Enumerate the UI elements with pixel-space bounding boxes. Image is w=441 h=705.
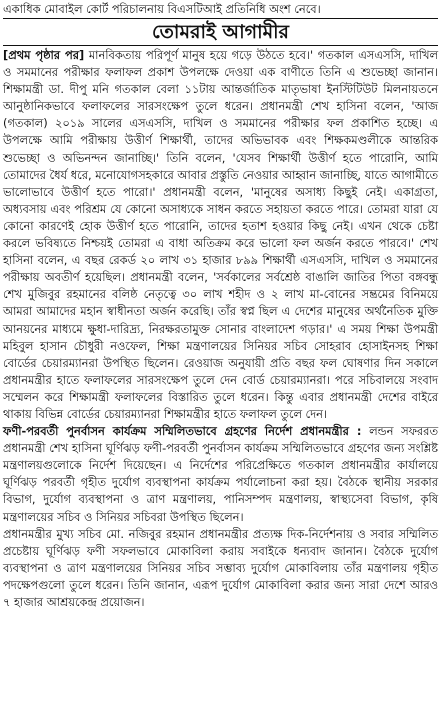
- article-headline: তোমরাই আগামীর: [151, 21, 290, 43]
- paragraph-1-text: মানবিকতায় পরিপূর্ণ মানুষ হয়ে গড়ে উঠতে হবে।' গতকাল এসএসসি, দাখিল ও সমমানের পরীক্ষার ফলাফল প্রকাশ উপলক্ষে দেওয়া এক বাণীতে তিনি এ শুভেচ্ছা জানান। শিক্ষামন্ত্রী ডা. দীপু মনি গতকাল বেলা ১১টায় আন্তর্জাতিক মাতৃভাষা ইনস্টিটিউট মিলনায়তনে আনুষ্ঠানিকভাবে ফলাফলের সারসংক্ষেপ তুলে ধরেন। প্রধানমন্ত্রী শেখ হাসিনা বলেন, 'আজ (গতকাল) ২০১৯ সালের এসএসসি, দাখিল ও সমমানের পরীক্ষার ফল প্রকাশিত হচ্ছে। এ উপলক্ষে আমি পরীক্ষায় উত্তীর্ণ শিক্ষার্থী, তাদের অভিভাবক এবং শিক্ষকমণ্ডলীকে আন্তরিক শুভেচ্ছা ও অভিনন্দন জানাচ্ছি।' তিনি বলেন, 'যেসব শিক্ষার্থী উত্তীর্ণ হতে পারোনি, আমি তোমাদের ধৈর্য ধরে, মনোযোগসহকারে আবার প্রস্তুতি নেওয়ার আহ্বান জানাচ্ছি, যাতে আগামীতে ভালোভাবে উত্তীর্ণ হতে পারো।' প্রধানমন্ত্রী বলেন, 'মানুষের অসাধ্য কিছুই নেই। একাগ্রতা, অধ্যবসায় এবং পরিশ্রম যে কোনো অসাধ্যকে সাধন করতে সহায়তা করতে পারে। তোমরা যারা যে কোনো কারণেই হোক উত্তীর্ণ হতে পারোনি, তাদের হতাশ হওয়ার কিছু নেই। এখন থেকে চেষ্টা করলে ভবিষ্যতে নিশ্চয়ই তোমরা এ বাধা অতিক্রম করে ভালো ফল অর্জন করতে পারবে।' শেখ হাসিনা বলেন, এ বছর রেকর্ড ২০ লাখ ৩১ হাজার ৮৯৯ শিক্ষার্থী এসএসসি, দাখিল ও সমমানের পরীক্ষায় অবতীর্ণ হয়েছিল। প্রধানমন্ত্রী বলেন, 'সর্বকালের সর্বশ্রেষ্ঠ বাঙালি জাতির পিতা বঙ্গবন্ধু শেখ মুজিবুর রহমানের বলিষ্ঠ নেতৃত্বে ৩০ লাখ শহীদ ও ২ লাখ মা-বোনের সম্ভ্রমের বিনিময়ে আমরা আমাদের মহান স্বাধীনতা অর্জন করেছি। তাঁর স্বপ্ন ছিল এ দেশের মানুষের অর্থনৈতিক মুক্তি আনয়নের মাধ্যমে ক্ষুধা-দারিদ্র্য, নিরক্ষরতামুক্ত সোনার বাংলাদেশ গড়ার।' এ সময় শিক্ষা উপমন্ত্রী মহিবুল হাসান চৌধুরী নওফেল, শিক্ষা মন্ত্রণালয়ের সিনিয়র সচিব সোহরাব হোসাইনসহ শিক্ষা বোর্ডের চেয়ারম্যানরা উপস্থিত ছিলেন। রেওয়াজ অনুযায়ী প্রতি বছর ফল ঘোষণার দিন সকালে প্রধানমন্ত্রীর হাতে ফলাফলের সারসংক্ষেপ তুলে দেন বোর্ড চেয়ারম্যানরা। পরে সচিবালয়ে সংবাদ সম্মেলন করে শিক্ষামন্ত্রী ফলাফলের বিস্তারিত তুলে ধরেন। কিন্তু এবার প্রধানমন্ত্রী দেশের বাইরে থাকায় বিভিন্ন বোর্ডের চেয়ারম্যানরা শিক্ষামন্ত্রীর হাতে ফলাফল তুলে দেন।: [3, 48, 438, 421]
- previous-story-line: একাধিক মোবাইল কোর্ট পরিচালনায় বিএসটিআই প্রতিনিধি অংশ নেবে।: [3, 2, 321, 16]
- divider: [3, 18, 438, 19]
- article-paragraph-3: [3, 526, 438, 611]
- paragraph-3-text: প্রধানমন্ত্রীর মুখ্য সচিব মো. নজিবুর রহমান প্রধানমন্ত্রীর প্রত্যক্ষ দিক-নির্দেশনায় ও সবার সম্মিলিত প্রচেষ্টায় ঘূর্ণিঝড় ফণী সফলভাবে মোকাবিলা করায় সবাইকে ধন্যবাদ জানান। বৈঠকে দুর্যোগ ব্যবস্থাপনা ও ত্রাণ মন্ত্রণালয়ের সিনিয়র সচিব সম্ভাব্য দুর্যোগ মোকাবিলায় তাঁর মন্ত্রণালয় গৃহীত পদক্ষেপগুলো তুলে ধরেন। তিনি জানান, এরূপ দুর্যোগ মোকাবিলা করার জন্য সারা দেশে আরও ৭ হাজার আশ্রয়কেন্দ্র প্রয়োজন।: [3, 526, 438, 609]
- article-paragraph-1: [3, 47, 438, 423]
- divider: [3, 45, 438, 46]
- subheading: ফণী-পরবর্তী পুনর্বাসন কার্যক্রম সম্মিলিতভাবে গ্রহণের নির্দেশ প্রধানমন্ত্রীর :: [3, 424, 362, 439]
- article-paragraph-2: [3, 423, 438, 526]
- paragraph-2-text: লন্ডন সফররত প্রধানমন্ত্রী শেখ হাসিনা ঘূর্ণিঝড় ফণী-পরবর্তী পুনর্বাসন কার্যক্রম সম্মিলিতভাবে গ্রহণের জন্য সংশ্লিষ্ট মন্ত্রণালয়গুলোকে নির্দেশ দিয়েছেন। এ নির্দেশের পরিপ্রেক্ষিতে গতকাল প্রধানমন্ত্রীর কার্যালয়ে ঘূর্ণিঝড় পরবর্তী গৃহীত দুর্যোগ ব্যবস্থাপনা কার্যক্রম পর্যালোচনা করা হয়। বৈঠকে স্থানীয় সরকার বিভাগ, দুর্যোগ ব্যবস্থাপনা ও ত্রাণ মন্ত্রণালয়, পানিসম্পদ মন্ত্রণালয়, স্বাস্থ্যসেবা বিভাগ, কৃষি মন্ত্রণালয়ের সচিব ও সিনিয়র সচিবরা উপস্থিত ছিলেন।: [3, 424, 438, 524]
- continued-from-marker: [প্রথম পৃষ্ঠার পর]: [3, 48, 85, 62]
